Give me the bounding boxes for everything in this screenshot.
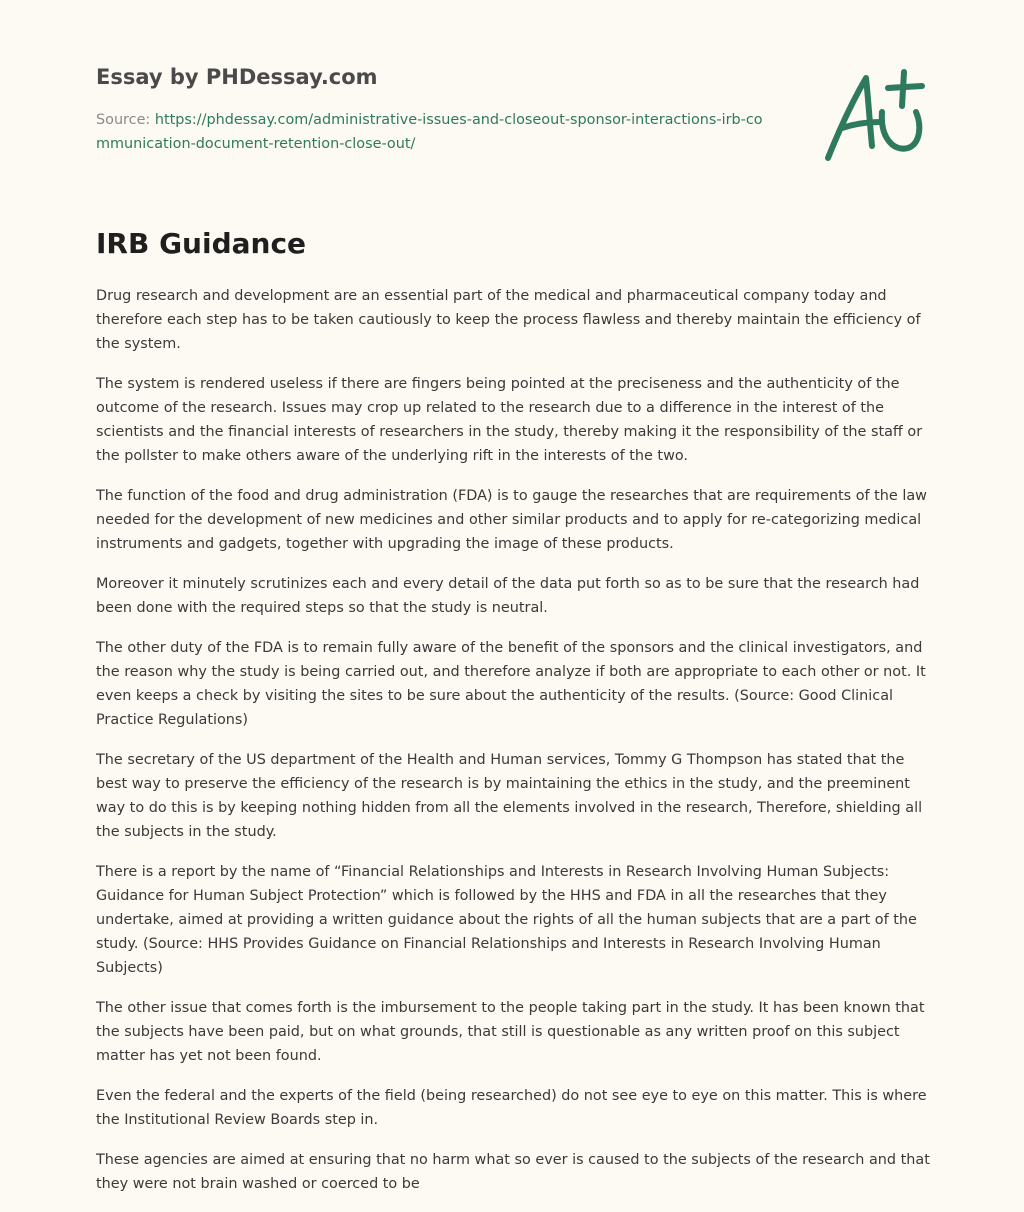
paragraph: The system is rendered useless if there are fingers being pointed at the preciseness and the authenticity of the outcome of the research. Issues may crop up related to the research due to a difference in the interest of the scientists and the financial interests of researchers in the study, thereby making it the responsibility of the staff or the pollster to make others aware of the underlying rift in the interests of the two.: [96, 376, 923, 464]
paragraph: Drug research and development are an essential part of the medical and pharmaceutical company today and therefore each step has to be taken cautiously to keep the process flawless and thereby maintain the efficiency of the system.: [96, 288, 921, 352]
paragraph: The other issue that comes forth is the imbursement to the people taking part in the study. It has been known that the subjects have been paid, but on what grounds, that still is questionable as any written proof on this subject matter has yet not been found.: [96, 1000, 925, 1064]
a-plus-grade-icon: [818, 66, 930, 166]
paragraph: Even the federal and the experts of the field (being researched) do not see eye to eye on this matter. This is where the Institutional Review Boards step in.: [96, 1088, 927, 1128]
site-title: Essay by PHDessay.com: [96, 65, 378, 89]
article-body: [96, 284, 932, 1212]
source-line: [96, 108, 776, 156]
paragraph: The function of the food and drug administration (FDA) is to gauge the researches that are requirements of the law needed for the development of new medicines and other similar products and to apply for re-categorizing medical instruments and gadgets, together with upgrading the image of these products.: [96, 488, 927, 552]
source-label: Source:: [96, 112, 151, 128]
paragraph: These agencies are aimed at ensuring that no harm what so ever is caused to the subjects of the research and that they were not brain washed or coerced to be: [96, 1152, 930, 1192]
paragraph: There is a report by the name of “Financial Relationships and Interests in Research Involving Human Subjects: Guidance for Human Subject Protection” which is followed by the HHS and FDA in all the researches that they undertake, aimed at providing a written guidance about the rights of all the human subjects that are a part of the study. (Source: HHS Provides Guidance on Financial Relationships and Interests in Research Involving Human Subjects): [96, 864, 917, 976]
article-title: IRB Guidance: [96, 227, 307, 260]
paragraph: The secretary of the US department of the Health and Human services, Tommy G Thompson has stated that the best way to preserve the efficiency of the research is by maintaining the ethics in the study, and the preeminent way to do this is by keeping nothing hidden from all the elements involved in the research, Therefore, shielding all the subjects in the study.: [96, 752, 923, 840]
document-header: [96, 62, 796, 156]
paragraph: The other duty of the FDA is to remain fully aware of the benefit of the sponsors and the clinical investigators, and the reason why the study is being carried out, and therefore analyze if both are appropriate to each other or not. It even keeps a check by visiting the sites to be sure about the authenticity of the results. (Source: Good Clinical Practice Regulations): [96, 640, 926, 728]
source-link[interactable]: https://phdessay.com/administrative-issues-and-closeout-sponsor-interactions-irb-communication-document-retention-close-out/: [96, 112, 763, 152]
paragraph: Moreover it minutely scrutinizes each and every detail of the data put forth so as to be sure that the research had been done with the required steps so that the study is neutral.: [96, 576, 920, 616]
